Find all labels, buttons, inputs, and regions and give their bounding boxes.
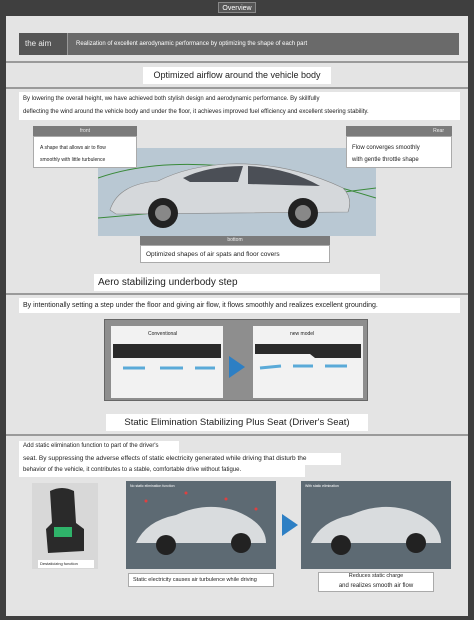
section2-heading: Aero stabilizing underbody step	[94, 274, 380, 291]
front-tag: front	[33, 126, 137, 136]
car-static-left	[126, 481, 276, 569]
bottom-tag: bottom	[140, 236, 330, 245]
front-text2: smoothly with little turbulence	[40, 157, 106, 163]
aim-text: Realization of excellent aerodynamic performance by optimizing the shape of each part	[67, 33, 459, 55]
section3-heading: Static Elimination Stabilizing Plus Seat (Driver's Seat)	[106, 414, 368, 431]
arrow-right-icon	[282, 514, 298, 536]
front-text1: A shape that allows air to flow	[40, 145, 106, 151]
right-caption1: Reduces static charge	[348, 573, 404, 579]
rear-text1: Flow converges smoothly	[352, 145, 420, 151]
section2-para: By intentionally setting a step under the floor and giving air flow, it flows smoothly and realizes excellent grounding.	[23, 302, 378, 309]
seat-icon	[32, 483, 98, 569]
section1-para2: deflecting the wind around the vehicle body and under the floor, it achieves improved fuel efficiency and excellent steering stability.	[23, 109, 369, 115]
seat-image	[32, 483, 98, 569]
divider	[6, 293, 468, 295]
static-left-image	[126, 481, 276, 569]
window-title-tab[interactable]: Overview	[218, 2, 256, 13]
right-img-label: With static elimination	[305, 484, 339, 488]
seat-caption: Destaticizing function	[40, 561, 78, 566]
section3-para2: seat. By suppressing the adverse effects of static electricity generated while driving that disturb the	[23, 455, 307, 462]
section3-para1: Add static elimination function to part of the driver's	[23, 443, 159, 449]
rear-text2: with gentle throttle shape	[352, 157, 419, 163]
airflow-image	[98, 148, 376, 236]
new-model-label: new model	[290, 331, 315, 337]
car-static-right	[301, 481, 451, 569]
divider	[6, 434, 468, 436]
divider	[6, 87, 468, 89]
section1-heading: Optimized airflow around the vehicle body	[143, 67, 331, 84]
left-img-label: No static elimination function	[130, 484, 175, 488]
car-side-illustration	[98, 148, 376, 236]
aim-label: the aim	[19, 33, 67, 55]
divider	[6, 61, 468, 63]
left-caption: Static electricity causes air turbulence while driving	[133, 577, 257, 583]
right-caption2: and realizes smooth air flow	[338, 583, 414, 589]
section3-para3: behavior of the vehicle, it contributes to a stable, comfortable drive without fatigue.	[23, 467, 242, 473]
bottom-text: Optimized shapes of air spats and floor covers	[146, 251, 280, 258]
section1-para1: By lowering the overall height, we have achieved both stylish design and aerodynamic performance. By skillfully	[23, 96, 320, 102]
conventional-label: Conventional	[148, 331, 178, 337]
aim-bar	[19, 33, 459, 55]
rear-tag: Rear	[346, 126, 452, 136]
static-right-image	[301, 481, 451, 569]
